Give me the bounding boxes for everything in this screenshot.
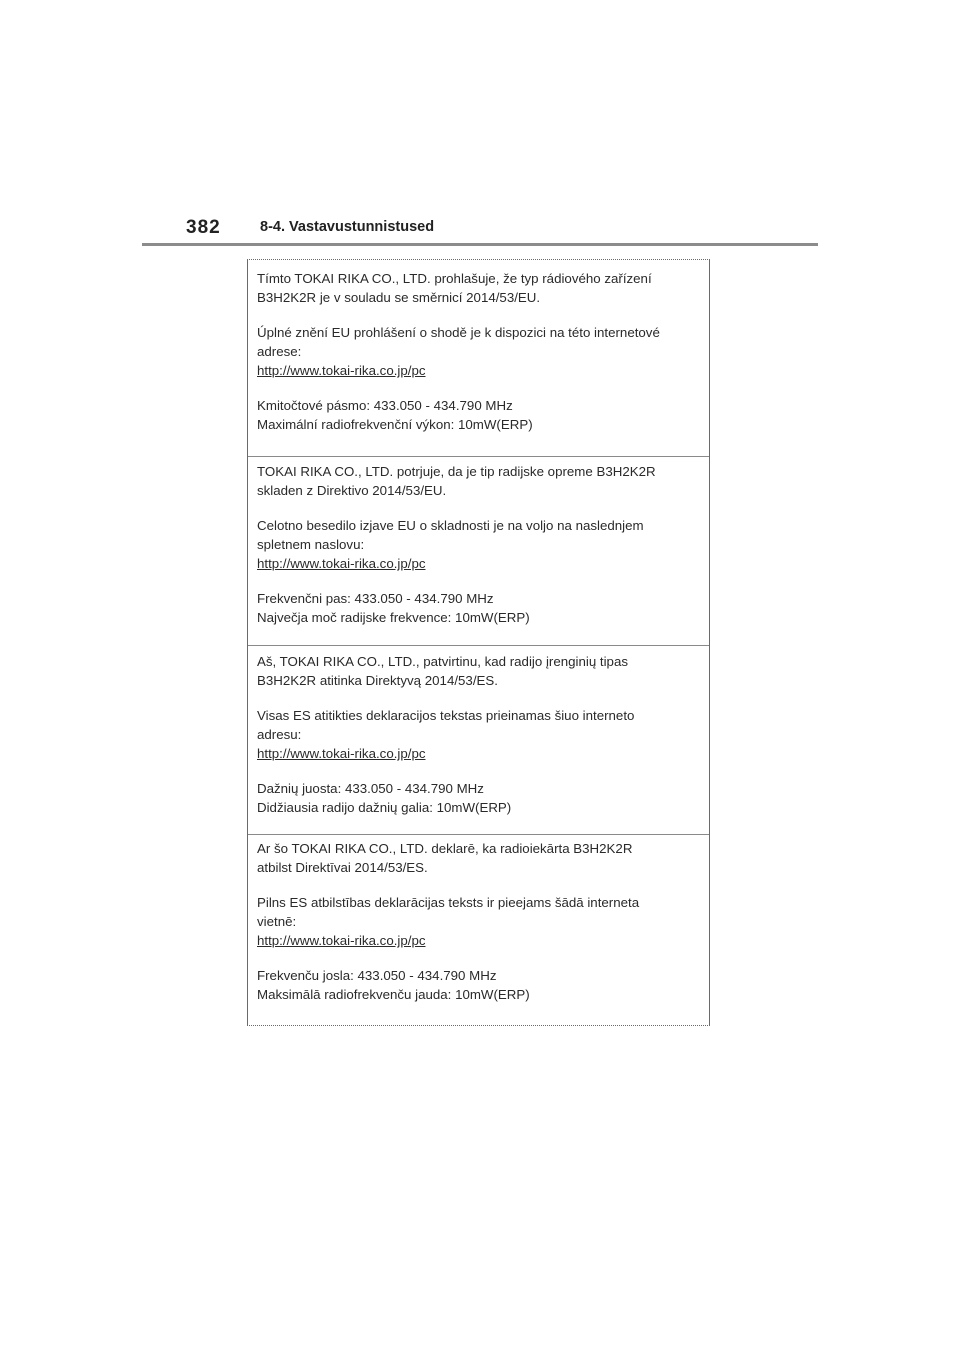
fulltext-line: Pilns ES atbilstības deklarācijas teksts ir pieejams šādā interneta (257, 895, 640, 910)
declarations-table (247, 259, 710, 1026)
declaration-link[interactable]: http://www.tokai-rika.co.jp/pc (257, 556, 426, 571)
frequency-band: Frekvenčni pas: 433.050 - 434.790 MHz (257, 591, 494, 606)
declaration-czech (248, 260, 709, 456)
fulltext-line: adresu: (257, 727, 302, 742)
fulltext-line: vietnē: (257, 914, 297, 929)
frequency-band: Frekvenču josla: 433.050 - 434.790 MHz (257, 968, 497, 983)
declaration-latvian (248, 834, 709, 1026)
fulltext-note (257, 893, 697, 931)
statement-line: skladen z Direktivo 2014/53/EU. (257, 483, 447, 498)
frequency-band: Kmitočtové pásmo: 433.050 - 434.790 MHz (257, 398, 513, 413)
statement-line: Aš, TOKAI RIKA CO., LTD., patvirtinu, kad radijo įrenginių tipas (257, 654, 628, 669)
statement-line: B3H2K2R je v souladu se směrnicí 2014/53/EU. (257, 290, 541, 305)
section-title: 8-4. Vastavustunnistused (260, 219, 435, 235)
max-power: Maksimālā radiofrekvenču jauda: 10mW(ERP) (257, 987, 530, 1002)
page-number: 382 (186, 217, 221, 238)
statement (257, 839, 697, 877)
statement (257, 269, 697, 307)
specs (257, 396, 697, 434)
frequency-band: Dažnių juosta: 433.050 - 434.790 MHz (257, 781, 484, 796)
specs (257, 779, 697, 817)
declaration-link[interactable]: http://www.tokai-rika.co.jp/pc (257, 746, 426, 761)
max-power: Največja moč radijske frekvence: 10mW(ERP) (257, 610, 530, 625)
declaration-link[interactable]: http://www.tokai-rika.co.jp/pc (257, 363, 426, 378)
max-power: Maximální radiofrekvenční výkon: 10mW(ERP) (257, 417, 533, 432)
statement-line: Ar šo TOKAI RIKA CO., LTD. deklarē, ka radioiekārta B3H2K2R (257, 841, 633, 856)
fulltext-note (257, 706, 697, 744)
statement-line: Tímto TOKAI RIKA CO., LTD. prohlašuje, že typ rádiového zařízení (257, 271, 652, 286)
fulltext-note (257, 323, 697, 361)
fulltext-line: Úplné znění EU prohlášení o shodě je k dispozici na této internetové (257, 325, 660, 340)
max-power: Didžiausia radijo dažnių galia: 10mW(ERP) (257, 800, 512, 815)
fulltext-line: adrese: (257, 344, 302, 359)
fulltext-line: Celotno besedilo izjave EU o skladnosti je na voljo na naslednjem (257, 518, 644, 533)
fulltext-note (257, 516, 697, 554)
statement-line: atbilst Direktīvai 2014/53/ES. (257, 860, 428, 875)
statement-line: TOKAI RIKA CO., LTD. potrjuje, da je tip radijske opreme B3H2K2R (257, 464, 656, 479)
specs (257, 966, 697, 1004)
specs (257, 589, 697, 627)
statement-line: B3H2K2R atitinka Direktyvą 2014/53/ES. (257, 673, 498, 688)
declaration-lithuanian (248, 645, 709, 834)
statement (257, 462, 697, 500)
declaration-slovenian (248, 456, 709, 645)
statement (257, 652, 697, 690)
page-header (0, 0, 960, 250)
declaration-link[interactable]: http://www.tokai-rika.co.jp/pc (257, 933, 426, 948)
header-divider (142, 243, 818, 246)
fulltext-line: Visas ES atitikties deklaracijos tekstas prieinamas šiuo interneto (257, 708, 635, 723)
fulltext-line: spletnem naslovu: (257, 537, 365, 552)
